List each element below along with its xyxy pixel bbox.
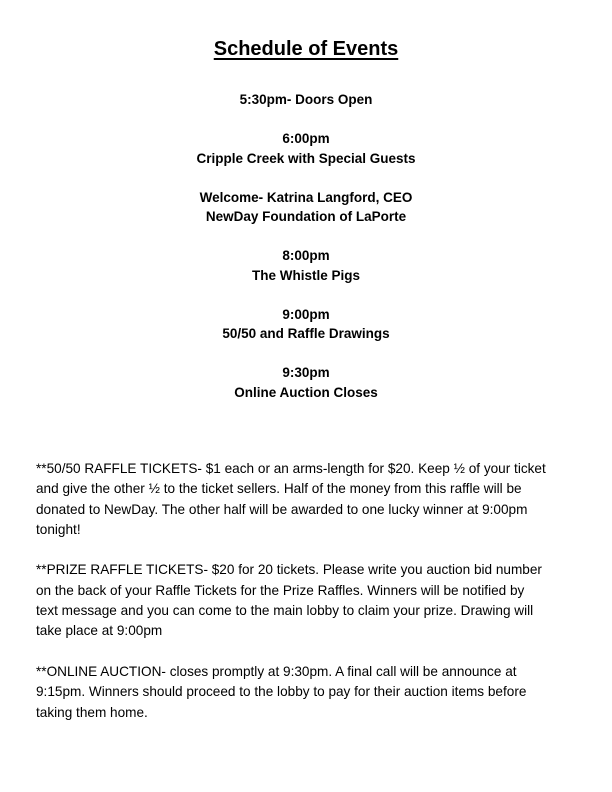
schedule-event-auction-closes: Online Auction Closes bbox=[234, 384, 378, 400]
schedule-time-930pm: 9:30pm bbox=[282, 365, 330, 380]
schedule-event-raffle-drawings: 50/50 and Raffle Drawings bbox=[222, 326, 390, 341]
schedule-welcome-organization: NewDay Foundation of LaPorte bbox=[205, 209, 407, 224]
page-title: Schedule of Events bbox=[213, 38, 399, 60]
schedule-event-whistle-pigs: The Whistle Pigs bbox=[251, 267, 360, 283]
note-5050-raffle: **50/50 RAFFLE TICKETS- $1 each or an arms-length for $20. Keep ½ of your ticket and give the other ½ to the ticket sellers. Half of the money from this raffle will be donated to NewDay. The other half will be awarded to one lucky winner at 9:00pm tonight! bbox=[36, 461, 546, 537]
schedule-time-6pm: 6:00pm bbox=[282, 131, 330, 146]
schedule-spacer bbox=[0, 168, 612, 188]
schedule-spacer bbox=[0, 285, 612, 305]
schedule-spacer bbox=[0, 110, 612, 130]
schedule-event-cripple-creek: Cripple Creek with Special Guests bbox=[196, 150, 416, 166]
note-online-auction: **ONLINE AUCTION- closes promptly at 9:30pm. A final call will be announce at 9:15pm. Winners should proceed to the lobby to pay for their auction items before taking them home. bbox=[36, 663, 527, 720]
schedule-welcome-speaker: Welcome- Katrina Langford, CEO bbox=[199, 189, 413, 205]
schedule-spacer bbox=[0, 227, 612, 247]
schedule-list bbox=[0, 90, 612, 402]
note-prize-raffle: **PRIZE RAFFLE TICKETS- $20 for 20 tickets. Please write you auction bid number on the back of your Raffle Tickets for the Prize Raffles. Winners will be notified by text message and you can come to the main lobby to claim your prize. Drawing will take place at 9:00pm bbox=[36, 562, 542, 639]
event-notes bbox=[36, 459, 581, 743]
schedule-time-9pm: 9:00pm bbox=[282, 306, 330, 322]
schedule-time-8pm: 8:00pm bbox=[282, 248, 330, 263]
schedule-spacer bbox=[0, 344, 612, 364]
schedule-item-doors-open: 5:30pm- Doors Open bbox=[239, 92, 373, 107]
